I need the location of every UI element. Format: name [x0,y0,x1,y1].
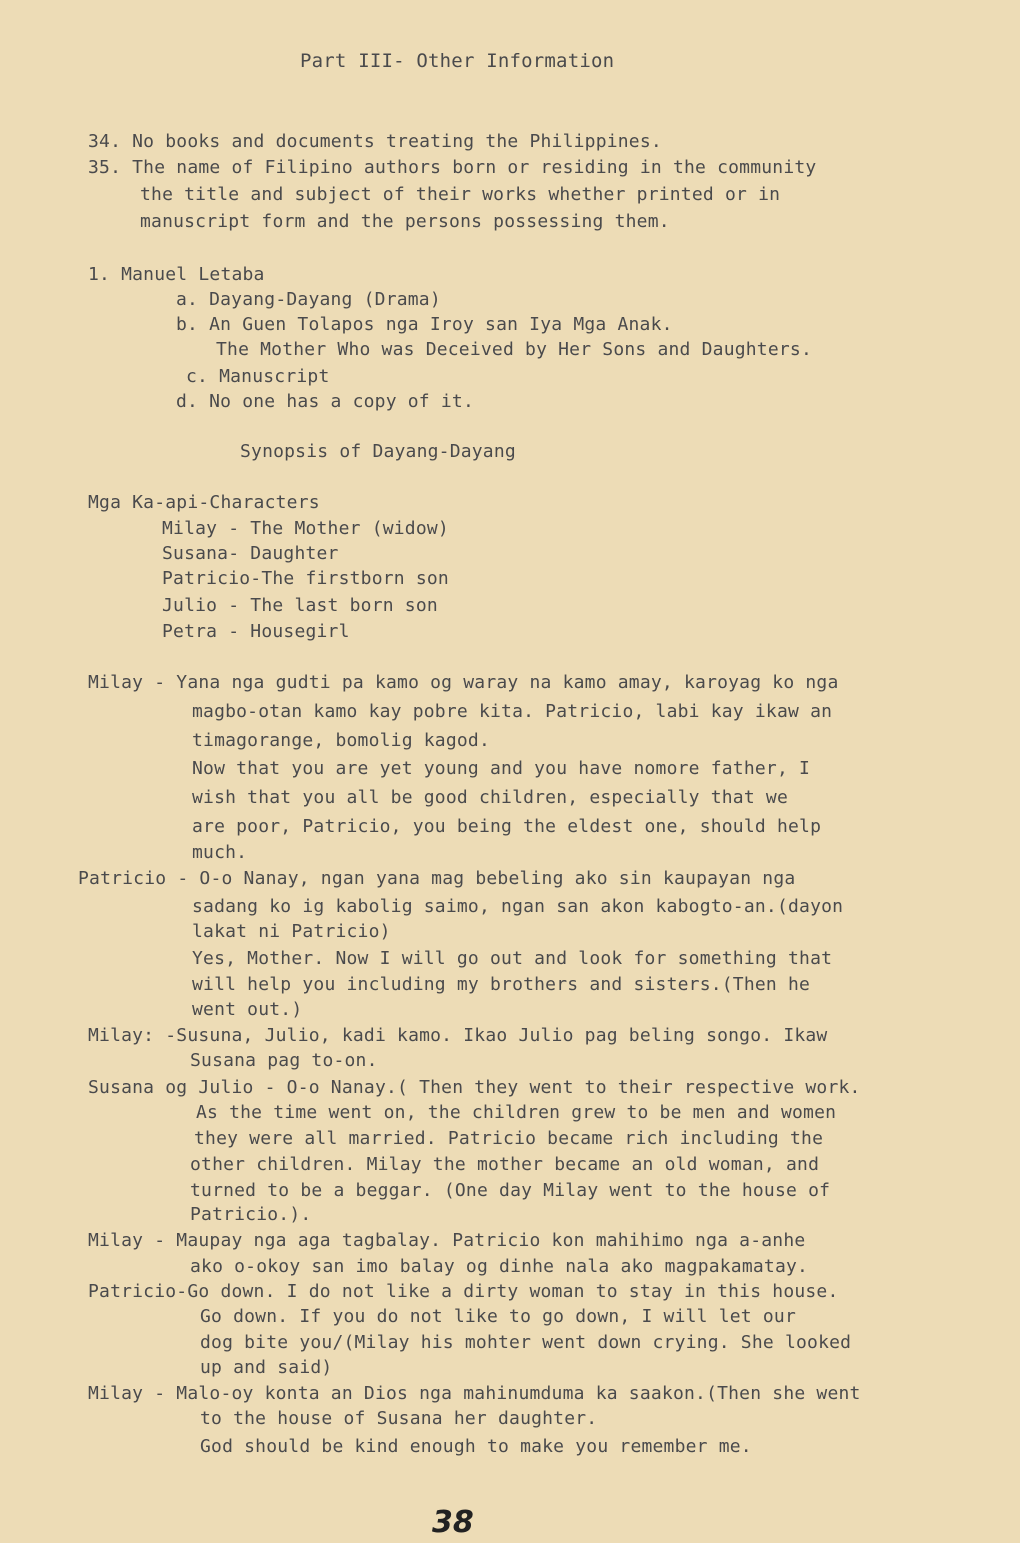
dialogue-line: went out.) [192,999,303,1020]
page-title: Part III- Other Information [300,50,615,72]
item-35-continued: manuscript form and the persons possessing them. [140,211,670,232]
dialogue-line: wish that you all be good children, especially that we [192,787,788,808]
dialogue-line: sadang ko ig kabolig saimo, ngan san akon kabogto-an.(dayon [192,896,844,917]
dialogue-line: Yes, Mother. Now I will go out and look for something that [192,948,833,969]
dialogue-line: ako o-okoy san imo balay og dinhe nala ako magpakamatay. [190,1256,809,1277]
item-34: 34. No books and documents treating the Philippines. [88,131,662,152]
dialogue-line: Milay: -Susuna, Julio, kadi kamo. Ikao Julio pag beling songo. Ikaw [88,1025,828,1046]
dialogue-line: Milay - Maupay nga aga tagbalay. Patricio kon mahihimo nga a-anhe [88,1230,806,1251]
author-name: 1. Manuel Letaba [88,264,265,285]
dialogue-line: Milay - Yana nga gudti pa kamo og waray na kamo amay, karoyag ko nga [88,672,839,693]
character-item: Milay - The Mother (widow) [162,518,449,539]
dialogue-line: they were all married. Patricio became rich including the [194,1128,824,1149]
work-b-translation: The Mother Who was Deceived by Her Sons and Daughters. [216,339,812,360]
item-35: 35. The name of Filipino authors born or residing in the community [88,157,817,178]
item-35-continued: the title and subject of their works whether printed or in [140,184,781,205]
dialogue-line: Susana og Julio - O-o Nanay.( Then they went to their respective work. [88,1077,861,1098]
dialogue-line: Go down. If you do not like to go down, I will let our [200,1306,796,1327]
work-c: c. Manuscript [186,366,330,387]
dialogue-line: much. [192,842,248,863]
dialogue-line: turned to be a beggar. (One day Milay went to the house of [190,1180,831,1201]
dialogue-line: timagorange, bomolig kagod. [192,730,490,751]
synopsis-title: Synopsis of Dayang-Dayang [240,441,516,462]
work-a: a. Dayang-Dayang (Drama) [176,289,441,310]
dialogue-line: other children. Milay the mother became an old woman, and [190,1154,820,1175]
dialogue-line: As the time went on, the children grew to be men and women [196,1102,837,1123]
characters-heading: Mga Ka-api-Characters [88,492,320,513]
dialogue-line: Patricio-Go down. I do not like a dirty woman to stay in this house. [88,1281,839,1302]
dialogue-line: dog bite you/(Milay his mohter went down crying. She looked [200,1332,852,1353]
dialogue-line: will help you including my brothers and sisters.(Then he [192,974,811,995]
dialogue-line: God should be kind enough to make you remember me. [200,1436,752,1457]
work-d: d. No one has a copy of it. [176,391,474,412]
character-item: Patricio-The firstborn son [162,568,449,589]
dialogue-line: lakat ni Patricio) [192,921,391,942]
dialogue-line: Milay - Malo-oy konta an Dios nga mahinumduma ka saakon.(Then she went [88,1383,861,1404]
character-item: Julio - The last born son [162,595,438,616]
work-b: b. An Guen Tolapos nga Iroy san Iya Mga Anak. [176,314,673,335]
dialogue-line: Patricio - O-o Nanay, ngan yana mag bebeling ako sin kaupayan nga [78,868,796,889]
dialogue-line: up and said) [200,1357,333,1378]
dialogue-line: Now that you are yet young and you have nomore father, I [192,758,811,779]
dialogue-line: Patricio.). [190,1204,312,1225]
dialogue-line: to the house of Susana her daughter. [200,1408,598,1429]
dialogue-line: Susana pag to-on. [190,1050,378,1071]
dialogue-line: magbo-otan kamo kay pobre kita. Patricio, labi kay ikaw an [192,701,833,722]
character-item: Petra - Housegirl [162,621,350,642]
dialogue-line: are poor, Patricio, you being the eldest one, should help [192,816,822,837]
character-item: Susana- Daughter [162,543,339,564]
page-number: 38 [432,1505,474,1540]
